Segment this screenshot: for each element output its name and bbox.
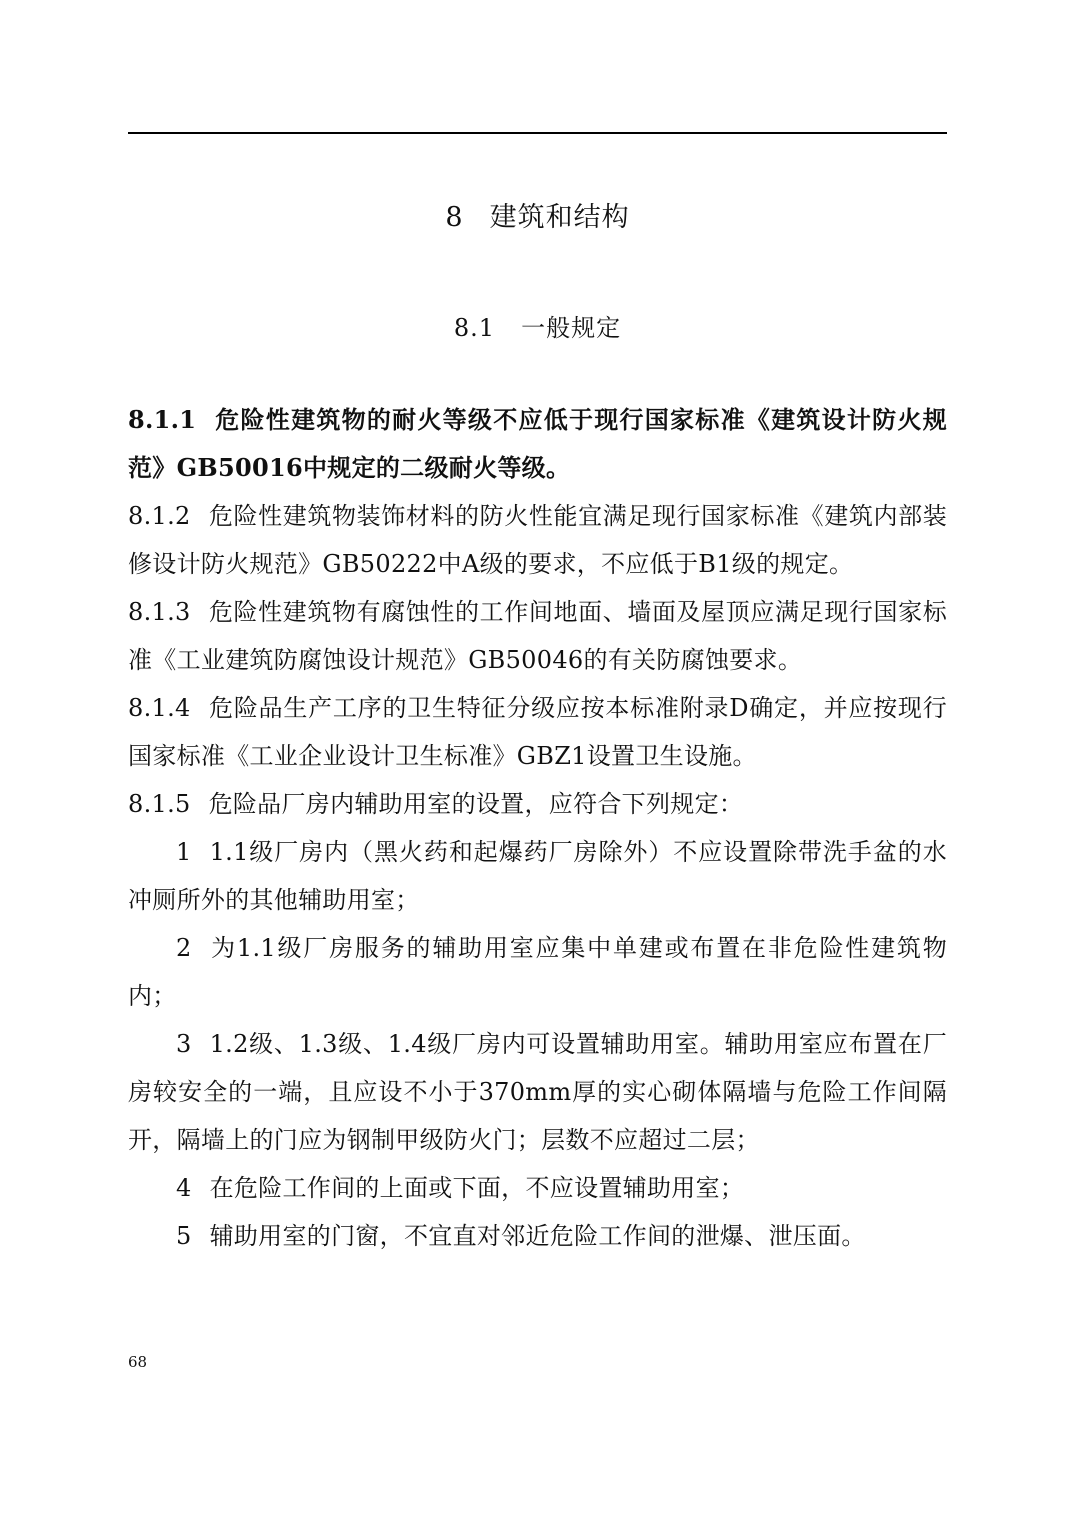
- clause-text: 危险品生产工序的卫生特征分级应按本标准附录D确定，并应按现行国家标准《工业企业设计卫生标准》GBZ1设置卫生设施。: [128, 694, 947, 770]
- clause-8-1-1: [128, 396, 947, 492]
- item-text: 1.1级厂房内（黑火药和起爆药厂房除外）不应设置除带洗手盆的水冲厕所外的其他辅助用室；: [128, 838, 947, 914]
- list-item-2: [128, 924, 947, 1020]
- clause-8-1-3: [128, 588, 947, 684]
- clause-number: 8.1.1: [128, 405, 197, 434]
- section-number: 8.1: [453, 314, 496, 342]
- item-text: 辅助用室的门窗，不宜直对邻近危险工作间的泄爆、泄压面。: [209, 1222, 866, 1250]
- clause-text: 危险性建筑物的耐火等级不应低于现行国家标准《建筑设计防火规范》GB50016中规定的二级耐火等级。: [128, 405, 947, 482]
- clause-8-1-2: [128, 492, 947, 588]
- list-item-5: [128, 1212, 947, 1260]
- item-number: 2: [176, 934, 192, 962]
- list-item-1: [128, 828, 947, 924]
- page-number: 68: [128, 1353, 148, 1371]
- item-text: 1.2级、1.3级、1.4级厂房内可设置辅助用室。辅助用室应布置在厂房较安全的一端，且应设不小于370mm厚的实心砌体隔墙与危险工作间隔开，隔墙上的门应为钢制甲级防火门；层数不应超过二层；: [128, 1030, 947, 1154]
- clause-text: 危险性建筑物有腐蚀性的工作间地面、墙面及屋顶应满足现行国家标准《工业建筑防腐蚀设计规范》GB50046的有关防腐蚀要求。: [128, 598, 947, 674]
- clause-text: 危险性建筑物装饰材料的防火性能宜满足现行国家标准《建筑内部装修设计防火规范》GB50222中A级的要求，不应低于B1级的规定。: [128, 502, 947, 578]
- section-body: [128, 396, 947, 1260]
- section-title-text: 一般规定: [521, 314, 622, 342]
- chapter-title-text: 建筑和结构: [489, 202, 630, 233]
- clause-number: 8.1.4: [128, 694, 191, 722]
- list-item-3: [128, 1020, 947, 1164]
- chapter-number: 8: [445, 202, 464, 233]
- item-text: 为1.1级厂房服务的辅助用室应集中单建或布置在非危险性建筑物内；: [128, 934, 947, 1010]
- clause-number: 8.1.5: [128, 790, 191, 818]
- item-number: 1: [176, 838, 192, 866]
- clause-number: 8.1.2: [128, 502, 191, 530]
- list-item-4: [128, 1164, 947, 1212]
- item-number: 5: [176, 1222, 192, 1250]
- clause-8-1-5: [128, 780, 947, 828]
- item-number: 4: [176, 1174, 192, 1202]
- section-title: [128, 308, 947, 348]
- item-number: 3: [176, 1030, 192, 1058]
- clause-number: 8.1.3: [128, 598, 191, 626]
- header-rule: [128, 132, 947, 134]
- item-text: 在危险工作间的上面或下面，不应设置辅助用室；: [209, 1174, 745, 1202]
- chapter-title: [128, 196, 947, 240]
- clause-text: 危险品厂房内辅助用室的设置，应符合下列规定：: [208, 790, 744, 818]
- clause-8-1-4: [128, 684, 947, 780]
